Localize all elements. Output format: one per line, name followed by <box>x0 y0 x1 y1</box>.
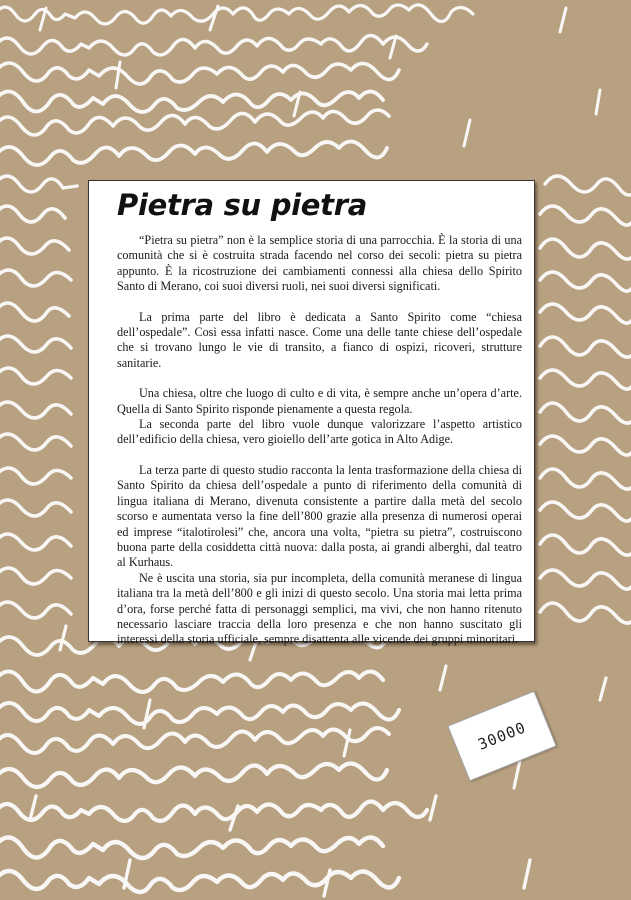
synopsis-paragraph: “Pietra su pietra” non è la semplice storia di una parrocchia. È la storia di una comunità che si è costruita strada facendo nel corso dei secoli: pietra su pietra appunto. È la ricostruzione dei cambiamenti connessi alla chiesa dello Spirito Santo di Merano, coi suoi diversi ruoli, nei suoi diversi significati. <box>117 233 522 294</box>
synopsis-paragraph: Ne è uscita una storia, sia pur incompleta, della comunità meranese di lingua italiana tra la metà dell’800 e gli inizi di questo secolo. Una storia mai letta prima d’ora, forse perché fatta di personaggi semplici, ma vivi, che non hanno ritenuto necessario lasciare traccia della loro presenza e che non hanno suscitato gli interessi della storia ufficiale, sempre disattenta alle vicende dei gruppi minoritari. <box>117 570 522 647</box>
synopsis-paragraph: La terza parte di questo studio racconta la lenta trasformazione della chiesa di Santo Spirito da chiesa dell’ospedale a punto di riferimento della comunità di lingua italiana di Merano, divenuta consistente a partire dalla metà del secolo scorso e aumentata verso la fine dell’800 grazie alla presenza di numerosi operai ed imprese “italotirolesi” che, ancora una volta, “pietra su pietra”, costruiscono buona parte della cosiddetta città nuova: dalla posta, ai grandi alberghi, dal teatro al Kurhaus. <box>117 462 522 570</box>
synopsis-panel <box>88 180 535 647</box>
price-label: 30000 <box>475 718 529 754</box>
synopsis-paragraph: La seconda parte del libro vuole dunque valorizzare l’aspetto artistico dell’edificio della chiesa, vero gioiello dell’arte gotica in Alto Adige. <box>117 417 522 447</box>
book-title: Pietra su pietra <box>117 188 367 222</box>
synopsis-paragraph: La prima parte del libro è dedicata a Santo Spirito come “chiesa dell’ospedale”. Così essa infatti nasce. Come una delle tante chiese dell’ospedale che si trovano lungo le vie di transito, a fianco di ospizi, ricoveri, strutture sanitarie. <box>117 309 522 370</box>
synopsis-paragraph: Una chiesa, oltre che luogo di culto e di vita, è sempre anche un’opera d’arte. Quella di Santo Spirito risponde pienamente a questa regola. <box>117 386 522 416</box>
